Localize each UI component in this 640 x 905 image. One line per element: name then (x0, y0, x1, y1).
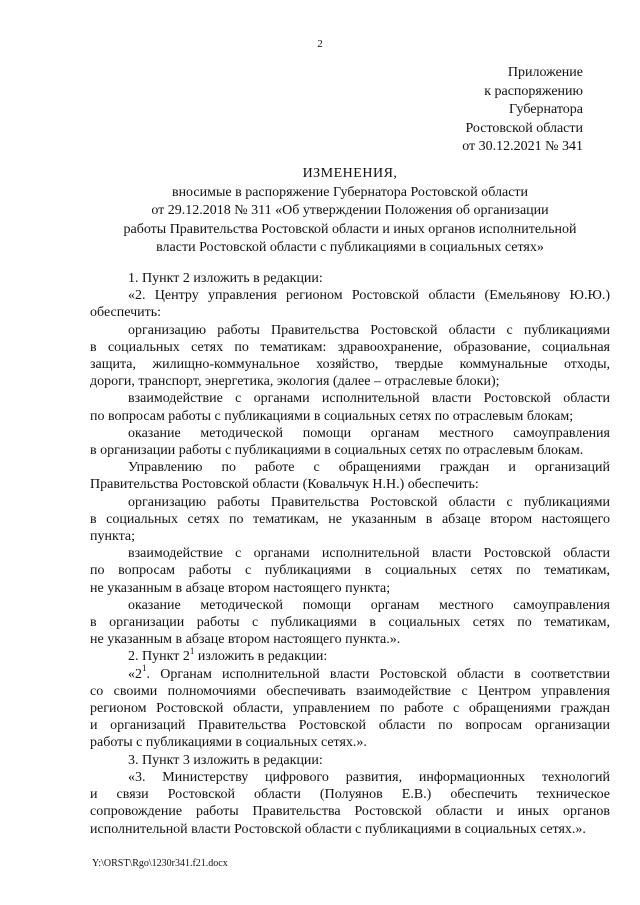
heading-line: от 29.12.2018 № 311 «Об утверждении Положения об организации (151, 203, 549, 218)
appendix-line: Приложение (507, 65, 583, 80)
body-line: в организации работы с публикациями в социальных сетях по тематикам, (90, 615, 610, 631)
body-line: оказание методической помощи органам местного самоуправления (128, 597, 610, 613)
body-line: «2. Центру управления регионом Ростовской области (Емельянову Ю.Ю.) (128, 288, 610, 304)
appendix-line: Ростовской области (465, 120, 583, 136)
body-line: не указанным в абзаце втором настоящего пункта.». (90, 632, 401, 648)
body-line: защита, жилищно-коммунальное хозяйство, твердые коммунальные отходы, (90, 357, 610, 373)
body-line: пункта; (90, 529, 135, 545)
document-body (90, 270, 610, 838)
body-line: сопровождение работы Правительства Ростовской области и иных органов (90, 804, 610, 820)
appendix-line: к распоряжению (484, 83, 583, 99)
heading-line: власти Ростовской области с публикациями в социальных сетях» (156, 240, 544, 255)
body-line: оказание методической помощи органам местного самоуправления (128, 425, 610, 441)
superscript: 1 (189, 645, 195, 656)
body-line: в социальных сетях по тематикам: здравоохранение, образование, социальная (90, 339, 610, 355)
body-line: не указанным в абзаце втором настоящего пункта; (90, 580, 391, 596)
body-text-run: 2. Пункт 2 (128, 649, 190, 665)
page-number: 2 (317, 38, 323, 50)
body-line: Правительства Ростовской области (Ковальчук Н.Н.) обеспечить: (90, 477, 479, 493)
body-line: дороги, транспорт, энергетика, экология (далее – отраслевые блоки); (90, 374, 500, 390)
body-line: организацию работы Правительства Ростовской области с публикациями (128, 322, 610, 338)
body-line: организацию работы Правительства Ростовской области с публикациями (128, 494, 610, 510)
body-text-run: «2 (128, 666, 142, 682)
body-line: в социальных сетях по тематикам, не указанным в абзаце втором настоящего (90, 511, 610, 527)
body-line: работы с публикациями в социальных сетях.». (90, 735, 367, 751)
appendix-block (403, 64, 583, 157)
superscript: 1 (142, 663, 147, 674)
body-line: и организаций Правительства Ростовской области по вопросам организации (90, 718, 610, 734)
body-line: взаимодействие с органами исполнительной власти Ростовской области (128, 391, 610, 407)
appendix-line: от 30.12.2021 № 341 (462, 139, 583, 154)
body-line (90, 663, 610, 683)
appendix-line: Губернатора (508, 102, 583, 117)
heading-line: вносимые в распоряжение Губернатора Ростовской области (171, 184, 529, 200)
file-path-footer: Y:\ORST\Rgo\1230r341.f21.docx (92, 858, 228, 869)
body-line: по вопросам работы с публикациями в социальных сетях по тематикам, (90, 563, 610, 579)
body-line: со своими полномочиями обеспечивать взаимодействие с Центром управления (90, 683, 610, 699)
body-text-run: изложить в редакции: (194, 649, 328, 665)
body-line: регионом Ростовской области, управлением по работе с обращениями граждан (90, 701, 610, 717)
heading-line: работы Правительства Ростовской области и иных органов исполнительной (123, 221, 577, 237)
body-line: и связи Ростовской области (Полуянов Е.В.) обеспечить техническое (90, 787, 610, 803)
body-line: исполнительной власти Ростовской области с публикациями в социальных сетях.». (90, 821, 586, 837)
body-line: в организации работы с публикациями в социальных сетях по отраслевым блокам. (90, 443, 584, 459)
body-line: по вопросам работы с публикациями в социальных сетях по отраслевым блокам; (90, 408, 574, 424)
body-text-run: . Органам исполнительной власти Ростовской области в соответствии (146, 666, 610, 682)
body-line: «3. Министерству цифрового развития, информационных технологий (128, 769, 610, 785)
heading-title: ИЗМЕНЕНИЯ, (302, 166, 398, 181)
body-line: взаимодействие с органами исполнительной власти Ростовской области (128, 546, 610, 562)
body-line: Управлению по работе с обращениями граждан и организаций (128, 460, 610, 476)
document-heading (90, 165, 610, 258)
body-line (90, 645, 610, 665)
body-line: 3. Пункт 3 изложить в редакции: (128, 752, 323, 768)
body-line: обеспечить: (90, 305, 161, 321)
body-line: 1. Пункт 2 изложить в редакции: (128, 271, 323, 286)
